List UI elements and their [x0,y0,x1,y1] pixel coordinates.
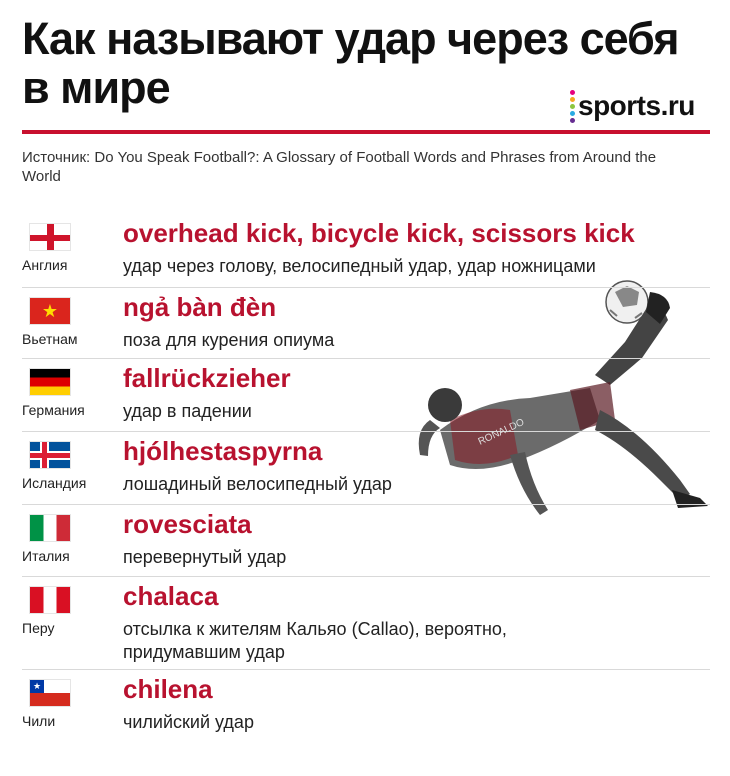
country-label: Вьетнам [22,331,78,347]
italy-flag-icon [29,514,71,542]
list-item [22,669,710,740]
country-label: Исландия [22,475,87,491]
list-item [22,504,710,576]
meaning: чилийский удар [123,712,254,732]
sports-ru-logo[interactable] [570,88,695,124]
term: fallrückzieher [123,363,291,393]
germany-flag-icon [29,368,71,396]
page-title: Как называют удар через себя в мире [22,13,679,113]
term: ngả bàn đèn [123,292,277,322]
list-item [22,576,710,669]
term: hjólhestaspyrna [123,436,323,466]
peru-flag-icon [29,586,71,614]
country-label: Италия [22,548,70,564]
term: chalaca [123,581,219,611]
source-note: Источник: Do You Speak Football?: A Glossary of Football Words and Phrases from Around the World [22,149,657,185]
meaning: лошадиный велосипедный удар [123,474,392,494]
term: rovesciata [123,509,252,539]
list-item [22,358,710,431]
country-label: Чили [22,713,56,729]
list-item [22,214,710,287]
meaning: перевернутый удар [123,547,287,567]
list-item [22,431,710,504]
list-item [22,287,710,358]
jersey-name: RONALDO [476,416,527,448]
england-flag-icon [29,223,71,251]
meaning: отсылка к жителям Кальяо (Callao), вероятно, придумавшим удар [123,619,507,662]
logo-dots-icon [570,90,575,123]
iceland-flag-icon [29,441,71,469]
glossary-list [22,214,710,740]
country-label: Германия [22,402,85,418]
logo-text: sports.ru [578,90,695,121]
vietnam-flag-icon: ★ [29,297,71,325]
term: overhead kick, bicycle kick, scissors kick [123,218,635,248]
chile-flag-icon: ★ [29,679,71,707]
title-divider [22,130,710,134]
meaning: удар в падении [123,401,252,421]
meaning: поза для курения опиума [123,330,335,350]
country-label: Перу [22,620,55,636]
meaning: удар через голову, велосипедный удар, удар ножницами [123,256,596,276]
term: chilena [123,674,213,704]
country-label: Англия [22,257,68,273]
